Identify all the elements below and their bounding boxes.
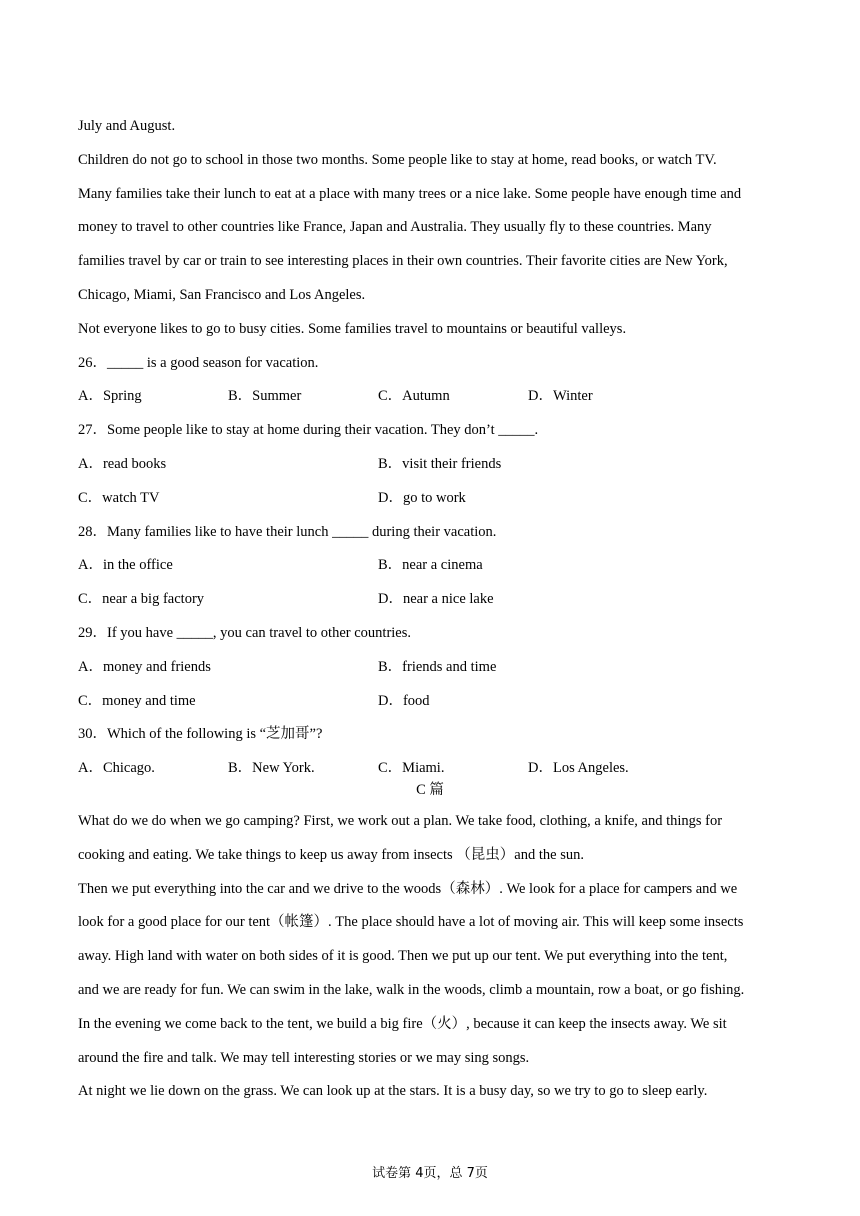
option-row (78, 448, 778, 482)
option-row (78, 549, 778, 583)
page-content (78, 110, 778, 1109)
option-row (78, 651, 778, 685)
option-row (78, 583, 778, 617)
question-stem: 27．Some people like to stay at home during their vacation. They don’t _____. (78, 422, 539, 439)
option-d: D．Los Angeles. (528, 760, 629, 777)
question-stem: 28．Many families like to have their lunch _____ during their vacation. (78, 523, 497, 540)
option-row (78, 685, 778, 719)
option-a: A．Chicago. (78, 760, 155, 777)
passage-line: Then we put everything into the car and we drive to the woods（森林）. We look for a place for campers and we (78, 880, 738, 897)
option-a: A．Spring (78, 388, 142, 405)
option-b: B．Summer (228, 388, 302, 405)
passage-line: look for a good place for our tent（帐篷）. The place should have a lot of moving air. This will keep some insects (78, 914, 744, 931)
option-d: D．Winter (528, 388, 593, 405)
question-stem: 30．Which of the following is “芝加哥”? (78, 726, 323, 743)
option-d: D．near a nice lake (378, 591, 494, 608)
option-row (78, 482, 778, 516)
page-footer: 试卷第 4页，总 7页 (372, 1166, 488, 1181)
option-a: A．in the office (78, 557, 173, 574)
option-b: B．near a cinema (378, 557, 483, 574)
question-26 (78, 347, 778, 415)
question-stem: 26．_____ is a good season for vacation. (78, 354, 319, 371)
passage-line: cooking and eating. We take things to keep us away from insects （昆虫）and the sun. (78, 846, 584, 863)
question-28 (78, 516, 778, 617)
question-30 (78, 718, 778, 786)
passage-line: July and August. (78, 118, 176, 134)
passage-line: families travel by car or train to see interesting places in their own countries. Their favorite cities are New York, (78, 253, 728, 270)
passage-line: What do we do when we go camping? First, we work out a plan. We take food, clothing, a knife, and things for (78, 812, 723, 829)
option-b: B．New York. (228, 760, 315, 777)
passage-line: In the evening we come back to the tent, we build a big fire（火）, because it can keep the insects away. We sit (78, 1015, 727, 1032)
passage-line: away. High land with water on both sides of it is good. Then we put up our tent. We put everything into the tent, (78, 948, 728, 965)
option-a: A．read books (78, 455, 167, 472)
passage-c (78, 805, 778, 1109)
passage-line: At night we lie down on the grass. We can look up at the stars. It is a busy day, so we try to go to sleep early. (78, 1083, 708, 1100)
option-row (78, 380, 778, 414)
option-c: C．watch TV (78, 489, 160, 506)
option-b: B．visit their friends (378, 455, 502, 472)
question-stem: 29．If you have _____, you can travel to other countries. (78, 624, 412, 641)
passage-line: around the fire and talk. We may tell interesting stories or we may sing songs. (78, 1049, 530, 1066)
question-29 (78, 617, 778, 718)
passage-line: Chicago, Miami, San Francisco and Los Angeles. (78, 286, 366, 303)
option-d: D．go to work (378, 489, 466, 506)
passage-line: Not everyone likes to go to busy cities. Some families travel to mountains or beautiful valleys. (78, 320, 627, 337)
passage-line: and we are ready for fun. We can swim in the lake, walk in the woods, climb a mountain, row a boat, or go fishing. (78, 981, 745, 998)
section-title: C 篇 (416, 781, 444, 798)
option-c: C．money and time (78, 692, 196, 709)
question-27 (78, 414, 778, 515)
option-b: B．friends and time (378, 658, 497, 675)
option-c: C．near a big factory (78, 591, 205, 608)
passage-line: Many families take their lunch to eat at a place with many trees or a nice lake. Some people have enough time and (78, 185, 742, 202)
option-c: C．Autumn (378, 388, 450, 405)
passage-line: Children do not go to school in those two months. Some people like to stay at home, read books, or watch TV. (78, 151, 717, 168)
passage-b (78, 110, 778, 347)
option-a: A．money and friends (78, 658, 211, 675)
option-c: C．Miami. (378, 760, 445, 777)
passage-line: money to travel to other countries like France, Japan and Australia. They usually fly to these countries. Many (78, 219, 712, 236)
option-d: D．food (378, 692, 430, 709)
